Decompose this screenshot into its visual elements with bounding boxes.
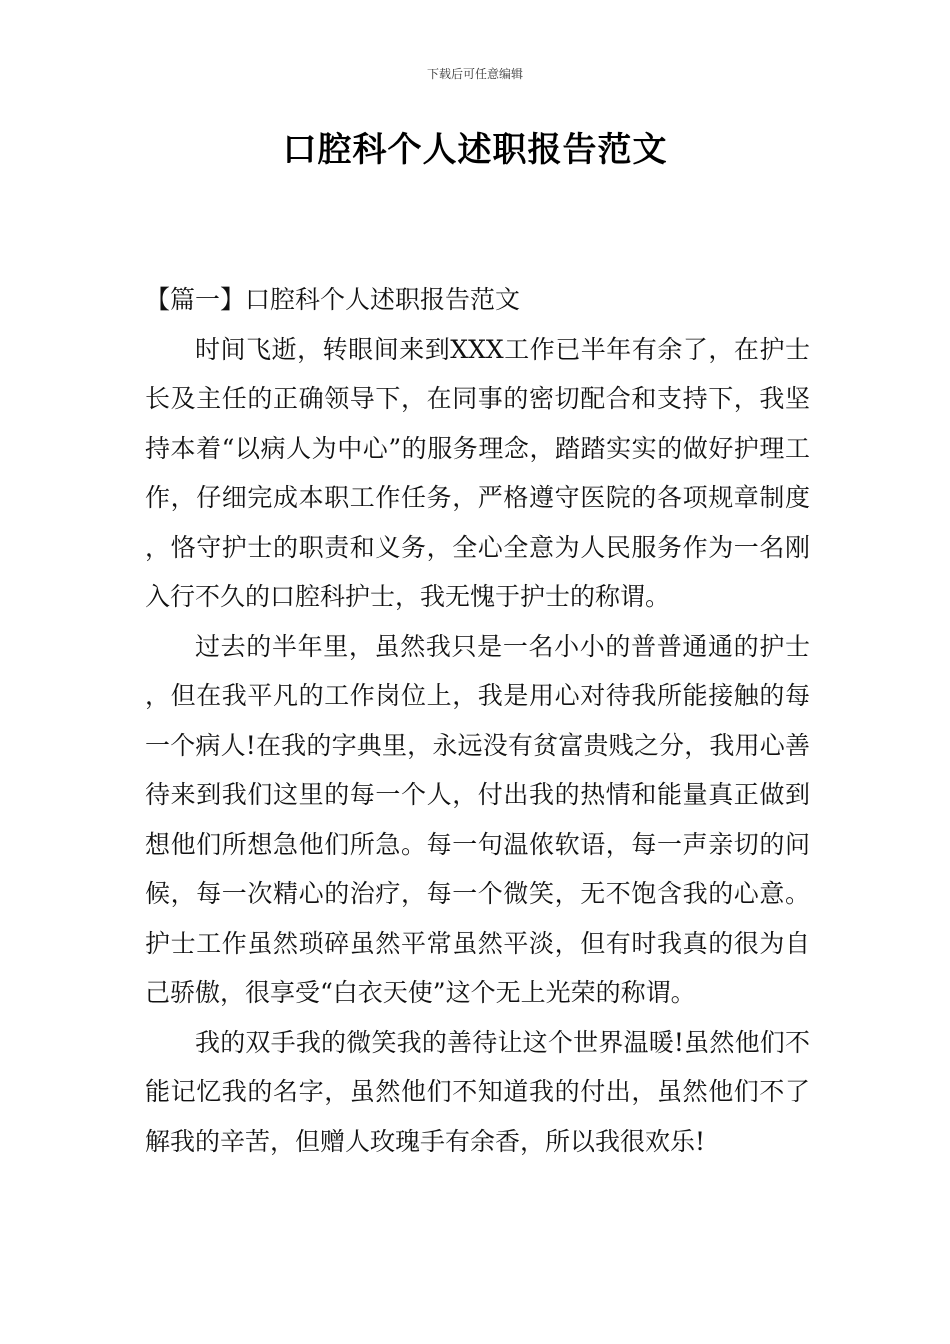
paragraph-2: 过去的半年里，虽然我只是一名小小的普普通通的护士，但在我平凡的工作岗位上，我是用心对待我所能接触的每一个病人!在我的字典里，永远没有贫富贵贱之分，我用心善待来到我们这里的每一个人，付出我的热情和能量真正做到想他们所想急他们所急。每一句温侬软语，每一声亲切的问候，每一次精心的治疗，每一个微笑，无不饱含我的心意。护士工作虽然琐碎虽然平常虽然平淡，但有时我真的很为自己骄傲，很享受“白衣天使”这个无上光荣的称谓。 — [145, 631, 810, 1007]
paragraph-3: 我的双手我的微笑我的善待让这个世界温暖!虽然他们不能记忆我的名字，虽然他们不知道我的付出，虽然他们不了解我的辛苦，但赠人玫瑰手有余香，所以我很欢乐! — [145, 1027, 810, 1156]
document-body — [145, 275, 810, 1166]
document-title: 口腔科个人述职报告范文 — [282, 130, 668, 170]
section-heading: 【篇一】口腔科个人述职报告范文 — [145, 285, 521, 314]
paragraph-1: 时间飞逝，转眼间来到XXX工作已半年有余了，在护士长及主任的正确领导下，在同事的密切配合和支持下，我坚持本着“以病人为中心”的服务理念，踏踏实实的做好护理工作，仔细完成本职工作任务，严格遵守医院的各项规章制度，恪守护士的职责和义务，全心全意为人民服务作为一名刚入行不久的口腔科护士，我无愧于护士的称谓。 — [145, 334, 810, 611]
header-note: 下载后可任意编辑 — [426, 67, 523, 81]
